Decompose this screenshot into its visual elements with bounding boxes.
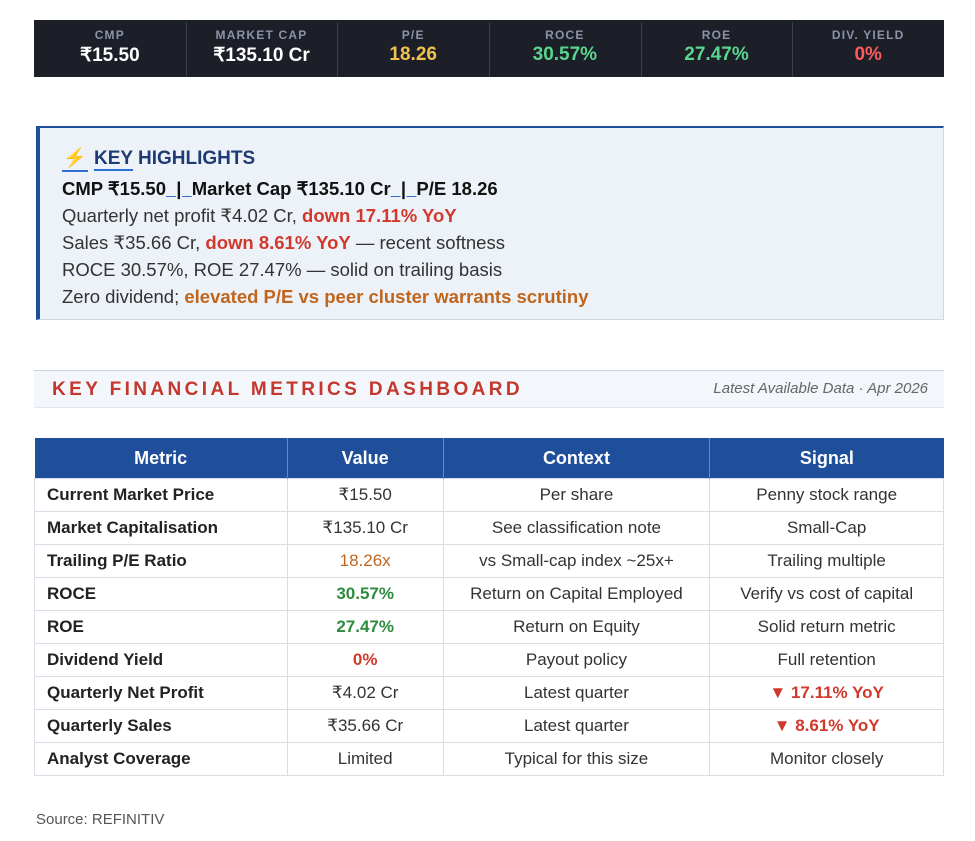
- metric-cell: ROE: [35, 611, 288, 644]
- summary-sep: |: [165, 178, 192, 199]
- dividend-text: Zero dividend;: [62, 286, 185, 307]
- value-cell: ₹135.10 Cr: [287, 512, 443, 545]
- bolt-icon: ⚡: [62, 146, 88, 172]
- metrics-table: [34, 438, 944, 776]
- signal-cell: Small-Cap: [710, 512, 944, 545]
- metric-cell: Market Capitalisation: [35, 512, 288, 545]
- highlights-title-key: KEY: [94, 148, 133, 169]
- context-cell: Per share: [443, 479, 710, 512]
- stat-value: 27.47%: [684, 44, 749, 65]
- highlights-dividend: [62, 286, 588, 308]
- highlights-summary: [62, 178, 498, 200]
- table-header-row: [35, 438, 944, 479]
- summary-pe: P/E 18.26: [416, 178, 498, 199]
- value-cell: 27.47%: [287, 611, 443, 644]
- context-cell: Typical for this size: [443, 743, 710, 776]
- value-cell: ₹35.66 Cr: [287, 710, 443, 743]
- context-cell: Return on Capital Employed: [443, 578, 710, 611]
- context-cell: vs Small-cap index ~25x+: [443, 545, 710, 578]
- table-row: [35, 545, 944, 578]
- stat-value: 0%: [854, 44, 882, 65]
- signal-cell: Full retention: [710, 644, 944, 677]
- highlights-sales: [62, 232, 505, 254]
- dashboard-title: KEY FINANCIAL METRICS DASHBOARD: [52, 379, 523, 400]
- table-row: [35, 611, 944, 644]
- value-cell: 0%: [287, 644, 443, 677]
- context-cell: Latest quarter: [443, 677, 710, 710]
- stat-label: CMP: [94, 28, 125, 42]
- dashboard-header: [34, 370, 944, 408]
- signal-cell: Verify vs cost of capital: [710, 578, 944, 611]
- metric-cell: Trailing P/E Ratio: [35, 545, 288, 578]
- dashboard-date: Latest Available Data · Apr 2026: [713, 380, 928, 397]
- stat-pe: [337, 20, 489, 77]
- value-cell: ₹15.50: [287, 479, 443, 512]
- column-header: Value: [287, 438, 443, 479]
- stat-roce: [489, 20, 641, 77]
- signal-cell: Solid return metric: [710, 611, 944, 644]
- metric-cell: Analyst Coverage: [35, 743, 288, 776]
- value-cell: 30.57%: [287, 578, 443, 611]
- stat-label: DIV. YIELD: [831, 28, 905, 42]
- stats-bar: [34, 20, 944, 77]
- key-highlights-box: [36, 126, 944, 320]
- stat-cmp: [34, 20, 186, 77]
- value-cell: Limited: [287, 743, 443, 776]
- metric-cell: Dividend Yield: [35, 644, 288, 677]
- table-row: [35, 578, 944, 611]
- sales-text: Sales ₹35.66 Cr,: [62, 232, 206, 253]
- stat-label: P/E: [401, 28, 425, 42]
- highlights-title-rest: HIGHLIGHTS: [132, 148, 256, 169]
- metric-cell: ROCE: [35, 578, 288, 611]
- metric-cell: Quarterly Net Profit: [35, 677, 288, 710]
- stat-value: ₹15.50: [80, 45, 140, 66]
- column-header: Signal: [710, 438, 944, 479]
- signal-cell: Trailing multiple: [710, 545, 944, 578]
- stat-label: ROCE: [545, 28, 585, 42]
- metric-cell: Quarterly Sales: [35, 710, 288, 743]
- signal-cell: ▼ 17.11% YoY: [710, 677, 944, 710]
- context-cell: Return on Equity: [443, 611, 710, 644]
- stat-value: ₹135.10 Cr: [213, 45, 310, 66]
- column-header: Context: [443, 438, 710, 479]
- stat-div-yield: [792, 20, 944, 77]
- summary-sep: |: [390, 178, 417, 199]
- signal-cell: ▼ 8.61% YoY: [710, 710, 944, 743]
- stat-roe: [641, 20, 793, 77]
- signal-cell: Monitor closely: [710, 743, 944, 776]
- stat-value: 18.26: [389, 44, 437, 65]
- signal-cell: Penny stock range: [710, 479, 944, 512]
- stat-market-cap: [186, 20, 338, 77]
- context-cell: See classification note: [443, 512, 710, 545]
- sales-tail: — recent softness: [350, 232, 505, 253]
- table-row: [35, 743, 944, 776]
- summary-mcap: Market Cap ₹135.10 Cr: [191, 178, 391, 199]
- table-row: [35, 710, 944, 743]
- source-note: Source: REFINITIV: [36, 811, 165, 828]
- highlights-title: [62, 146, 255, 172]
- dividend-accent: elevated P/E vs peer cluster warrants scrutiny: [184, 286, 589, 307]
- sales-accent: down 8.61% YoY: [205, 232, 351, 253]
- table-row: [35, 677, 944, 710]
- profit-accent: down 17.11% YoY: [302, 205, 457, 226]
- highlights-profit: [62, 205, 457, 227]
- column-header: Metric: [35, 438, 288, 479]
- table-row: [35, 644, 944, 677]
- value-cell: ₹4.02 Cr: [287, 677, 443, 710]
- stat-value: 30.57%: [532, 44, 598, 65]
- stat-label: ROE: [701, 28, 732, 42]
- value-cell: 18.26x: [287, 545, 443, 578]
- metric-cell: Current Market Price: [35, 479, 288, 512]
- context-cell: Latest quarter: [443, 710, 710, 743]
- stat-label: MARKET CAP: [215, 28, 308, 42]
- table-row: [35, 512, 944, 545]
- summary-cmp: CMP ₹15.50: [62, 178, 166, 199]
- highlights-returns: ROCE 30.57%, ROE 27.47% — solid on trailing basis: [62, 259, 503, 280]
- profit-text: Quarterly net profit ₹4.02 Cr,: [62, 205, 303, 226]
- table-row: [35, 479, 944, 512]
- context-cell: Payout policy: [443, 644, 710, 677]
